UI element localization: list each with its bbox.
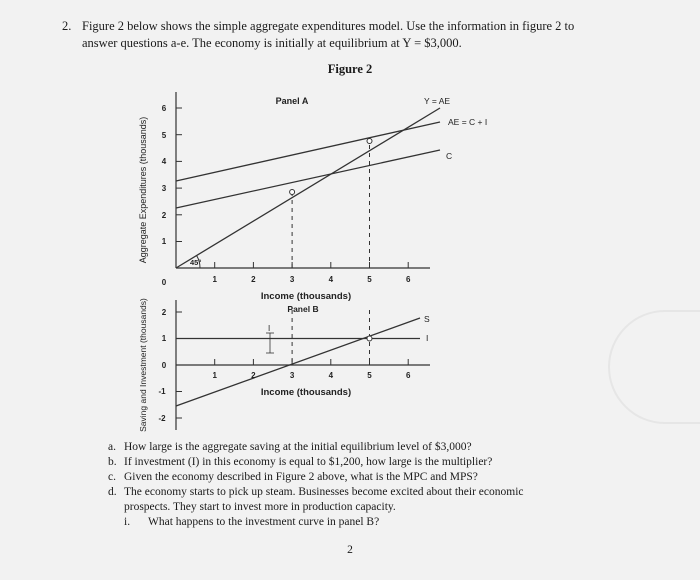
panel-a-x-tick-1: 1 xyxy=(212,275,217,284)
panel-b-x-tick-6: 6 xyxy=(405,371,411,380)
sub-question-text: How large is the aggregate saving at the initial equilibrium level of $3,000? xyxy=(124,441,472,453)
sub-question-d-i xyxy=(108,515,568,530)
panel-a-x-tick-6: 6 xyxy=(405,275,411,284)
sub-question-b xyxy=(108,455,568,470)
sub-question-marker: b. xyxy=(108,456,117,468)
ae-line xyxy=(176,122,440,181)
panel-a-y-tick-0: 0 xyxy=(161,278,167,287)
panel-b-xlabel: Income (thousands) xyxy=(260,387,352,398)
panel-b-ylabel: Saving and Investment (thousands) xyxy=(138,298,148,432)
panel-a-y-tick-6: 6 xyxy=(161,104,167,113)
sub-questions xyxy=(108,440,568,530)
equilibrium-point-initial xyxy=(290,190,295,195)
panel-a-x-tick-4: 4 xyxy=(328,275,334,284)
panel-b-x-tick-1: 1 xyxy=(212,371,217,380)
sub-question-marker: c. xyxy=(108,471,116,483)
sub-question-d xyxy=(108,485,568,515)
panel-a-title: Panel A xyxy=(275,96,309,106)
question-text: Figure 2 below shows the simple aggregate expenditures model. Use the information in figure 2 to answer questions a-e. The economy is initially at equilibrium at Y = $3,000. xyxy=(82,19,575,50)
panel-b-x-tick-5: 5 xyxy=(367,371,372,380)
label-ae: AE = C + I xyxy=(448,117,488,127)
panel-a-xlabel: Income (thousands) xyxy=(260,291,352,302)
panel-a-x-tick-2: 2 xyxy=(251,275,256,284)
figure-title: Figure 2 xyxy=(327,62,373,76)
equilibrium-point-ae xyxy=(367,139,372,144)
consumption-line xyxy=(176,150,440,208)
panel-a-y-tick-5: 5 xyxy=(161,131,167,140)
panel-b-y-tick-0: 0 xyxy=(161,361,167,370)
sub-question-text: The economy starts to pick up steam. Businesses become excited about their economic prospects. They start to invest more in production capacity. xyxy=(124,486,524,513)
page-number: 2 xyxy=(347,544,353,556)
sub-question-c xyxy=(108,470,568,485)
gap-label: I xyxy=(268,324,271,333)
sub-question-text: If investment (I) in this economy is equal to $1,200, how large is the multiplier? xyxy=(124,456,493,468)
panel-b xyxy=(176,300,430,430)
panel-a-y-tick-2: 2 xyxy=(161,211,167,220)
label-s: S xyxy=(424,314,430,324)
panel-b-x-tick-4: 4 xyxy=(328,371,334,380)
panel-b-x-tick-3: 3 xyxy=(289,371,295,380)
panel-a-y-tick-1: 1 xyxy=(161,237,167,246)
panel-a-x-tick-5: 5 xyxy=(367,275,372,284)
panel-b-y-tick-1: 1 xyxy=(161,334,167,343)
sub-question-marker: a. xyxy=(108,441,116,453)
panel-b-title: Panel B xyxy=(287,304,319,314)
sub-question-text: Given the economy described in Figure 2 above, what is the MPC and MPS? xyxy=(124,471,478,483)
saving-investment-intersection xyxy=(367,336,372,341)
panel-a-ylabel: Aggregate Expenditures (thousands) xyxy=(138,116,148,264)
panel-a xyxy=(176,92,440,268)
panel-b-y-tick-neg2: -2 xyxy=(158,414,166,423)
panel-a-y-tick-3: 3 xyxy=(161,184,167,193)
panel-a-x-tick-3: 3 xyxy=(289,275,295,284)
panel-b-y-tick-2: 2 xyxy=(161,308,167,317)
angle-label: 45° xyxy=(190,258,202,267)
label-i: I xyxy=(426,333,429,343)
question-number: 2. xyxy=(62,19,72,33)
panel-b-x-tick-2: 2 xyxy=(251,371,256,380)
sub-question-marker: d. xyxy=(108,486,117,498)
panel-a-text xyxy=(138,96,487,302)
panel-a-y-tick-4: 4 xyxy=(161,157,167,166)
panel-b-y-tick-neg1: -1 xyxy=(158,387,166,396)
sub-question-marker: i. xyxy=(124,516,131,528)
sub-question-a xyxy=(108,440,568,455)
sub-question-text: What happens to the investment curve in panel B? xyxy=(148,516,380,528)
label-y-equals-ae: Y = AE xyxy=(424,96,451,106)
y-equals-ae-line xyxy=(176,108,440,268)
label-c: C xyxy=(446,151,453,161)
